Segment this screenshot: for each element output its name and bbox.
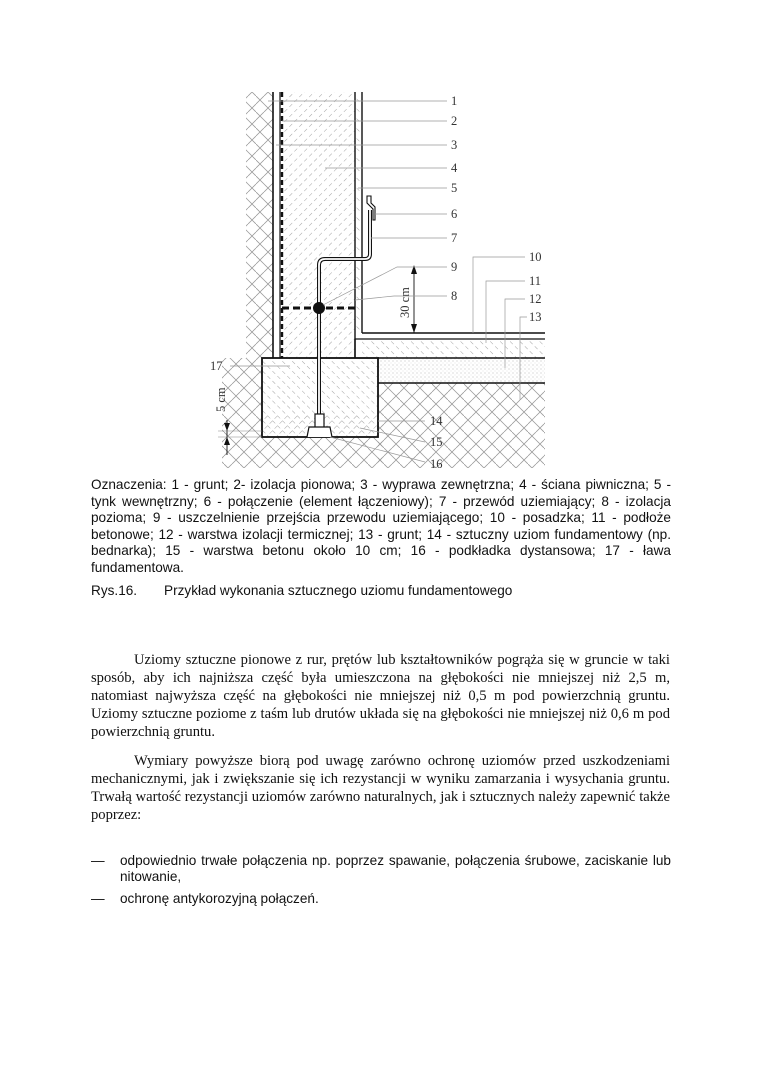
label-15: 15 — [430, 435, 443, 449]
label-3: 3 — [451, 138, 458, 152]
label-8: 8 — [451, 289, 458, 303]
dimension-30cm: 30 cm — [398, 287, 412, 318]
list-item — [91, 853, 671, 885]
label-7: 7 — [451, 231, 458, 245]
label-17: 17 — [210, 359, 223, 373]
label-13: 13 — [529, 310, 542, 324]
caption-title: Przykład wykonania sztucznego uziomu fundamentowego — [164, 583, 513, 598]
label-11: 11 — [529, 274, 542, 288]
caption-number: Rys.16. — [91, 583, 138, 598]
label-10: 10 — [529, 250, 542, 264]
figure-legend: Oznaczenia: 1 - grunt; 2- izolacja pionowa; 3 - wyprawa zewnętrzna; 4 - ściana piwniczna; 5 - tynk wewnętrzny; 6 - połączenie (element łączeniowy); 7 - przewód uziemiający; 8 - izolacja pozioma; 9 - uszczelnienie przejścia przewodu uziemiającego; 10 - posadzka; 11 - podłoże betonowe; 12 - warstwa izolacji termicznej; 13 - grunt; 14 - sztuczny uziom fundamentowy (np. bednarka); 15 - warstwa betonu około 10 cm; 16 - podkładka dystansowa; 17 - ława fundamentowa. — [91, 477, 671, 575]
label-4: 4 — [451, 161, 458, 175]
paragraph-vertical-electrodes: Uziomy sztuczne pionowe z rur, prętów lub kształtowników pogrąża się w gruncie w taki sposób, aby ich najniższa część była umieszczona na głębokości nie mniejszej niż 2,5 m, natomiast najwyższa część na głębokości nie mniejszej niż 0,5 m pod powierzchnią gruntu. Uziomy sztuczne poziome z taśm lub drutów układa się na głębokości nie mniejszej niż 0,6 m pod powierzchnią gruntu. — [91, 652, 670, 741]
label-9: 9 — [451, 260, 458, 274]
list-item — [91, 891, 671, 907]
dimension-5cm: 5 cm — [214, 387, 228, 412]
bullet-list — [91, 853, 671, 914]
figure-caption — [91, 583, 671, 600]
label-14: 14 — [430, 414, 443, 428]
list-item-text: ochronę antykorozyjną połączeń. — [120, 891, 319, 907]
dash-bullet-icon: — — [91, 891, 105, 907]
label-16: 16 — [430, 457, 443, 471]
label-5: 5 — [451, 181, 458, 195]
paragraph-dimensions: Wymiary powyższe biorą pod uwagę zarówno ochronę uziomów przed uszkodzeniami mechanicznymi, jak i zwiększanie się ich rezystancji w wyniku zamarzania i wysychania gruntu. Trwałą wartość rezystancji uziomów zarówno naturalnych, jak i sztucznych należy zapewnić także poprzez: — [91, 753, 670, 824]
label-12: 12 — [529, 292, 542, 306]
list-item-text: odpowiednio trwałe połączenia np. poprzez spawanie, połączenia śrubowe, zaciskanie lub nitowanie, — [120, 853, 671, 885]
label-6: 6 — [451, 207, 458, 221]
dash-bullet-icon: — — [91, 853, 105, 868]
foundation-earthing-diagram — [195, 88, 565, 473]
label-2: 2 — [451, 114, 458, 128]
label-1: 1 — [451, 94, 458, 108]
